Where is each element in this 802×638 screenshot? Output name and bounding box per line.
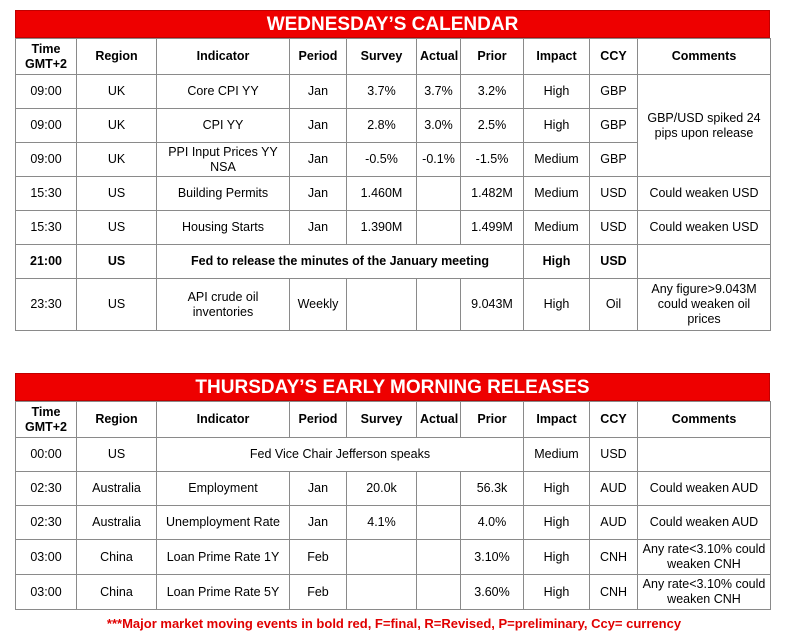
indicator-cell: Loan Prime Rate 5Y (157, 575, 290, 610)
impact-cell: High (524, 506, 590, 540)
survey-cell: 20.0k (347, 472, 417, 506)
comment-cell: Any rate<3.10% could weaken CNH (638, 575, 771, 610)
survey-cell: 2.8% (347, 109, 417, 143)
event-cell: Fed to release the minutes of the January meeting (157, 245, 524, 279)
survey-cell: 1.460M (347, 177, 417, 211)
time-cell: 03:00 (16, 540, 77, 575)
table-row (16, 177, 771, 211)
actual-cell: 3.0% (417, 109, 461, 143)
indicator-cell: CPI YY (157, 109, 290, 143)
region-cell: US (77, 438, 157, 472)
impact-cell: High (524, 472, 590, 506)
survey-cell (347, 279, 417, 331)
comment-cell: Could weaken USD (638, 177, 771, 211)
time-cell: 23:30 (16, 279, 77, 331)
wednesday-calendar (15, 10, 770, 331)
table-row (16, 506, 771, 540)
table-row (16, 75, 771, 109)
prior-cell: 4.0% (461, 506, 524, 540)
footnote: ***Major market moving events in bold red, F=final, R=Revised, P=preliminary, Ccy= currency (106, 616, 682, 631)
table-row (16, 575, 771, 610)
column-header: Survey (347, 39, 417, 75)
impact-cell: Medium (524, 177, 590, 211)
region-cell: UK (77, 75, 157, 109)
time-cell: 09:00 (16, 143, 77, 177)
thursday-releases (15, 373, 770, 610)
time-cell: 03:00 (16, 575, 77, 610)
time-cell: 09:00 (16, 75, 77, 109)
comment-cell: GBP/USD spiked 24 pips upon release (638, 75, 771, 177)
period-cell: Jan (290, 177, 347, 211)
column-header: Prior (461, 402, 524, 438)
column-header: Region (77, 402, 157, 438)
thursday-title: THURSDAY’S EARLY MORNING RELEASES (15, 373, 770, 401)
actual-cell: 3.7% (417, 75, 461, 109)
time-cell: 15:30 (16, 211, 77, 245)
survey-cell: 4.1% (347, 506, 417, 540)
table-header-row (16, 39, 771, 75)
column-header: Prior (461, 39, 524, 75)
table-row-major (16, 245, 771, 279)
actual-cell (417, 540, 461, 575)
prior-cell: 9.043M (461, 279, 524, 331)
impact-cell: High (524, 575, 590, 610)
wednesday-table (15, 38, 771, 331)
thursday-table (15, 401, 771, 610)
wednesday-title: WEDNESDAY’S CALENDAR (15, 10, 770, 38)
comment-cell: Could weaken USD (638, 211, 771, 245)
region-cell: UK (77, 109, 157, 143)
period-cell: Jan (290, 109, 347, 143)
indicator-cell: API crude oil inventories (157, 279, 290, 331)
region-cell: China (77, 575, 157, 610)
column-header: Period (290, 402, 347, 438)
region-cell: Australia (77, 472, 157, 506)
survey-cell: -0.5% (347, 143, 417, 177)
actual-cell (417, 575, 461, 610)
column-header: Actual (417, 402, 461, 438)
prior-cell: 3.10% (461, 540, 524, 575)
column-header: Time GMT+2 (16, 39, 77, 75)
column-header: CCY (590, 39, 638, 75)
table-row (16, 540, 771, 575)
impact-cell: High (524, 109, 590, 143)
time-cell: 21:00 (16, 245, 77, 279)
column-header: Time GMT+2 (16, 402, 77, 438)
prior-cell: -1.5% (461, 143, 524, 177)
prior-cell: 2.5% (461, 109, 524, 143)
impact-cell: High (524, 245, 590, 279)
ccy-cell: GBP (590, 75, 638, 109)
column-header: Region (77, 39, 157, 75)
comment-cell: Could weaken AUD (638, 472, 771, 506)
indicator-cell: Building Permits (157, 177, 290, 211)
actual-cell (417, 472, 461, 506)
period-cell: Jan (290, 506, 347, 540)
column-header: Survey (347, 402, 417, 438)
comment-cell (638, 438, 771, 472)
table-row (16, 472, 771, 506)
period-cell: Weekly (290, 279, 347, 331)
ccy-cell: USD (590, 177, 638, 211)
column-header: Comments (638, 39, 771, 75)
impact-cell: Medium (524, 143, 590, 177)
ccy-cell: GBP (590, 143, 638, 177)
indicator-cell: Unemployment Rate (157, 506, 290, 540)
event-cell: Fed Vice Chair Jefferson speaks (157, 438, 524, 472)
actual-cell (417, 506, 461, 540)
region-cell: US (77, 279, 157, 331)
actual-cell (417, 177, 461, 211)
ccy-cell: Oil (590, 279, 638, 331)
table-row (16, 279, 771, 331)
time-cell: 02:30 (16, 472, 77, 506)
region-cell: US (77, 211, 157, 245)
column-header: Period (290, 39, 347, 75)
region-cell: China (77, 540, 157, 575)
table-header-row (16, 402, 771, 438)
prior-cell: 3.60% (461, 575, 524, 610)
actual-cell: -0.1% (417, 143, 461, 177)
survey-cell (347, 540, 417, 575)
period-cell: Jan (290, 472, 347, 506)
region-cell: US (77, 245, 157, 279)
time-cell: 02:30 (16, 506, 77, 540)
ccy-cell: USD (590, 211, 638, 245)
column-header: Indicator (157, 402, 290, 438)
ccy-cell: AUD (590, 506, 638, 540)
impact-cell: Medium (524, 211, 590, 245)
ccy-cell: USD (590, 245, 638, 279)
table-row (16, 438, 771, 472)
period-cell: Jan (290, 75, 347, 109)
impact-cell: High (524, 75, 590, 109)
comment-cell: Any figure>9.043M could weaken oil prices (638, 279, 771, 331)
comment-cell: Any rate<3.10% could weaken CNH (638, 540, 771, 575)
comment-cell (638, 245, 771, 279)
actual-cell (417, 211, 461, 245)
impact-cell: High (524, 279, 590, 331)
time-cell: 09:00 (16, 109, 77, 143)
comment-cell: Could weaken AUD (638, 506, 771, 540)
indicator-cell: Employment (157, 472, 290, 506)
ccy-cell: USD (590, 438, 638, 472)
time-cell: 15:30 (16, 177, 77, 211)
column-header: Comments (638, 402, 771, 438)
column-header: CCY (590, 402, 638, 438)
indicator-cell: Loan Prime Rate 1Y (157, 540, 290, 575)
prior-cell: 1.482M (461, 177, 524, 211)
ccy-cell: GBP (590, 109, 638, 143)
column-header: Impact (524, 402, 590, 438)
prior-cell: 3.2% (461, 75, 524, 109)
indicator-cell: Housing Starts (157, 211, 290, 245)
time-cell: 00:00 (16, 438, 77, 472)
period-cell: Feb (290, 540, 347, 575)
prior-cell: 1.499M (461, 211, 524, 245)
period-cell: Feb (290, 575, 347, 610)
indicator-cell: PPI Input Prices YY NSA (157, 143, 290, 177)
impact-cell: Medium (524, 438, 590, 472)
survey-cell: 3.7% (347, 75, 417, 109)
column-header: Actual (417, 39, 461, 75)
table-row (16, 211, 771, 245)
region-cell: Australia (77, 506, 157, 540)
region-cell: US (77, 177, 157, 211)
survey-cell: 1.390M (347, 211, 417, 245)
impact-cell: High (524, 540, 590, 575)
ccy-cell: AUD (590, 472, 638, 506)
region-cell: UK (77, 143, 157, 177)
period-cell: Jan (290, 211, 347, 245)
prior-cell: 56.3k (461, 472, 524, 506)
ccy-cell: CNH (590, 540, 638, 575)
column-header: Impact (524, 39, 590, 75)
column-header: Indicator (157, 39, 290, 75)
period-cell: Jan (290, 143, 347, 177)
ccy-cell: CNH (590, 575, 638, 610)
actual-cell (417, 279, 461, 331)
indicator-cell: Core CPI YY (157, 75, 290, 109)
survey-cell (347, 575, 417, 610)
